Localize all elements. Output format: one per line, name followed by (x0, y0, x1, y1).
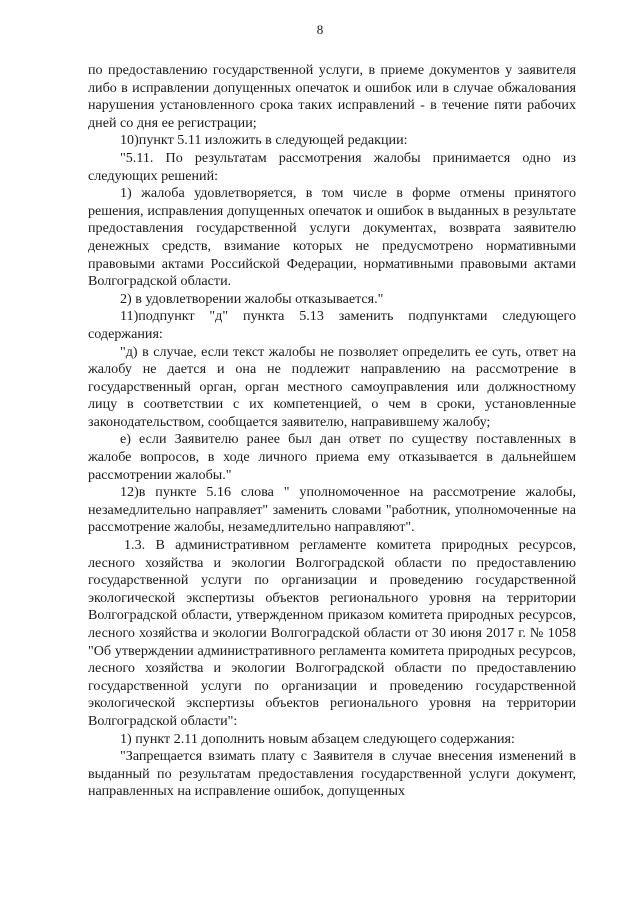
paragraph-1-3: 1.3. В административном регламенте комитета природных ресурсов, лесного хозяйства и экологии Волгоградской области по предоставлению государственной услуги по организации и проведению государственной экологической экспертизы объектов регионального уровня на территории Волгоградской области, утвержденном приказом комитета природных ресурсов, лесного хозяйства и экологии Волгоградской области от 30 июня 2017 г. № 1058 "Об утверждении административного регламента комитета природных ресурсов, лесного хозяйства и экологии Волгоградской области по предоставлению государственной услуги по организации и проведению государственной экологической экспертизы объектов регионального уровня на территории Волгоградской области": (88, 537, 576, 729)
paragraph-decision-2: 2) в удовлетворении жалобы отказывается." (120, 290, 384, 307)
paragraph-decision-1: 1) жалоба удовлетворяется, в том числе в форме отмены принятого решения, исправления допущенных опечаток и ошибок в выданных в результате предоставления государственной услуги документах, возврата заявителю денежных средств, взимание которых не предусмотрено нормативными правовыми актами Российской Федерации, нормативными правовыми актами Волгоградской области. (88, 185, 576, 290)
paragraph-item-12: 12)в пункте 5.16 слова " уполномоченное на рассмотрение жалобы, незамедлительно направляет" заменить словами "работник, уполномоченные на рассмотрение жалобы, незамедлительно направляют". (88, 484, 576, 536)
paragraph-5-11: "5.11. По результатам рассмотрения жалобы принимается одно из следующих решений: (88, 149, 576, 184)
paragraph-item-1: 1) пункт 2.11 дополнить новым абзацем следующего содержания: (120, 730, 515, 747)
paragraph-quote: "Запрещается взимать плату с Заявителя в случае внесения изменений в выданный по результатам предоставления государственной услуги документ, направленных на исправление ошибок, допущенных (88, 748, 576, 800)
paragraph-subitem-e: е) если Заявителю ранее был дан ответ по существу поставленных в жалобе вопросов, в ходе личного приема ему отказывается в дальнейшем рассмотрении жалобы." (88, 431, 576, 483)
paragraph-item-11: 11)подпункт "д" пункта 5.13 заменить подпунктами следующего содержания: (88, 308, 576, 342)
paragraph-subitem-d: "д) в случае, если текст жалобы не позволяет определить ее суть, ответ на жалобу не дается и она не подлежит направлению на рассмотрение в государственный орган, орган местного самоуправления или должностному лицу в соответствии с их компетенцией, о чем в сроки, установленные законодательством, сообщается заявителю, направившему жалобу; (88, 343, 576, 430)
document-body (88, 62, 576, 801)
paragraph-item-10: 10)пункт 5.11 изложить в следующей редакции: (120, 132, 408, 149)
page-number: 8 (316, 22, 324, 37)
paragraph-continuation: по предоставлению государственной услуги, в приеме документов у заявителя либо в исправлении допущенных опечаток и ошибок или в случае обжалования нарушения установленного срока таких исправлений - в течение пяти рабочих дней со дня ее регистрации; (88, 62, 576, 131)
